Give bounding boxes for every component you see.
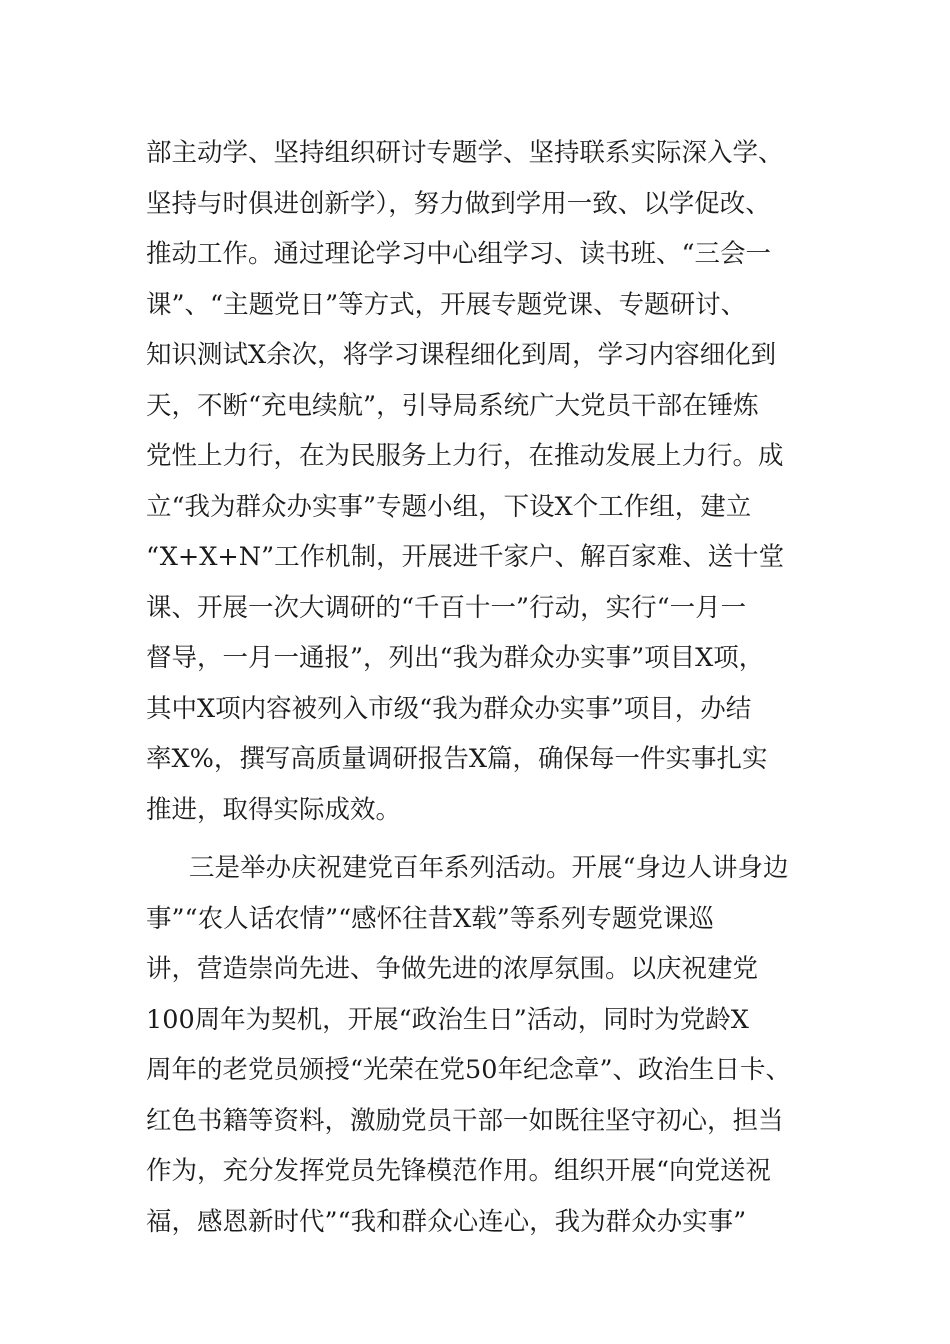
paragraph-activities xyxy=(146,843,826,1247)
paragraph-continued xyxy=(146,128,826,835)
text-line: 事”“农人话农情”“感怀往昔X载”等系列专题党课巡 xyxy=(146,903,714,934)
text-line: 周年的老党员颁授“光荣在党50年纪念章”、政治生日卡、 xyxy=(146,1055,792,1085)
text-line: “X+X+N”工作机制，开展进千家户、解百家难、送十堂 xyxy=(146,542,785,572)
text-line: 其中X项内容被列入市级“我为群众办实事”项目，办结 xyxy=(146,693,752,724)
document-body xyxy=(146,128,826,1247)
text-line: 坚持与时俱进创新学），努力做到学用一致、以学促改、 xyxy=(146,188,771,219)
text-line: 福，感恩新时代”“我和群众心连心，我为群众办实事” xyxy=(146,1206,747,1237)
text-line: 部主动学、坚持组织研讨专题学、坚持联系实际深入学、 xyxy=(146,138,784,168)
text-line: 推动工作。通过理论学习中心组学习、读书班、“三会一 xyxy=(146,239,772,269)
text-line: 天，不断“充电续航”，引导局系统广大党员干部在锤炼 xyxy=(146,390,759,421)
text-line: 推进，取得实际成效。 xyxy=(146,794,402,825)
text-line: 督导，一月一通报”，列出“我为群众办实事”项目X项， xyxy=(146,643,765,673)
text-line: 三是举办庆祝建党百年系列活动。开展“身边人讲身边 xyxy=(189,853,789,883)
text-line: 知识测试X余次，将学习课程细化到周，学习内容细化到 xyxy=(146,340,777,370)
text-line: 100周年为契机，开展“政治生日”活动，同时为党龄X xyxy=(146,1004,749,1035)
text-line: 红色书籍等资料，激励党员干部一如既往坚守初心，担当 xyxy=(146,1105,784,1136)
text-line: 率X%，撰写高质量调研报告X篇，确保每一件实事扎实 xyxy=(146,744,768,774)
text-line: 课”、“主题党日”等方式，开展专题党课、专题研讨、 xyxy=(146,289,747,320)
text-line: 讲，营造崇尚先进、争做先进的浓厚氛围。以庆祝建党 xyxy=(146,954,759,984)
text-line: 立“我为群众办实事”专题小组，下设X个工作组，建立 xyxy=(146,491,752,522)
text-line: 课、开展一次大调研的“千百十一”行动，实行“一月一 xyxy=(146,592,747,623)
text-line: 党性上力行，在为民服务上力行，在推动发展上力行。成 xyxy=(146,441,784,471)
text-line: 作为，充分发挥党员先锋模范作用。组织开展“向党送祝 xyxy=(146,1156,772,1186)
